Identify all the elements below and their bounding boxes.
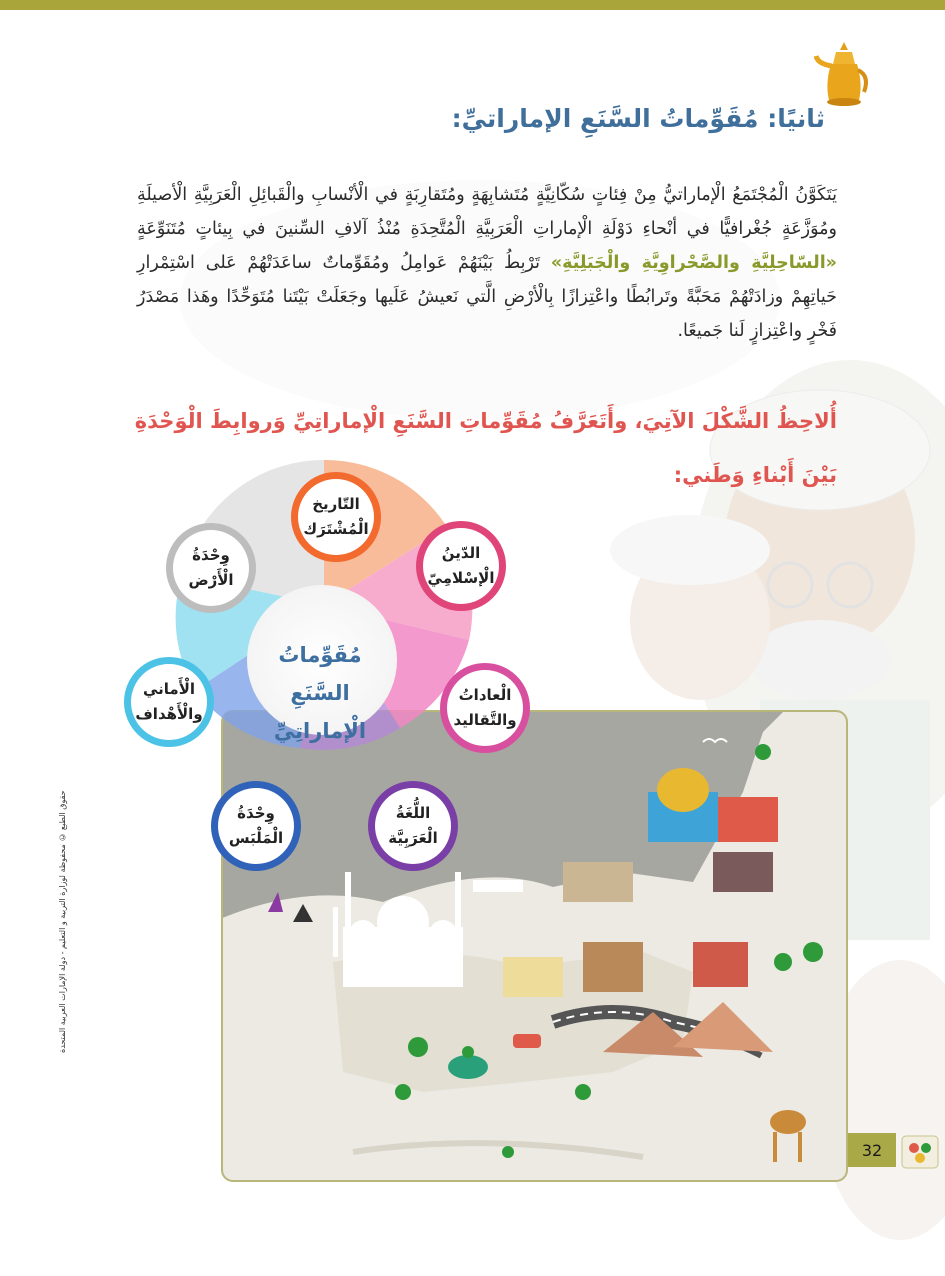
page-decoration-icon [900,1134,940,1170]
diagram-center-label: مُقَوِّماتُ السَّنَعِ الْإماراتِيِّ [273,643,367,743]
paragraph-highlight: «السّاحِلِيَّةِ والصَّحْراوِيَّةِ والْجَبَلِيَّةِ» [550,253,837,273]
node-unity-of-land: وِحْدَةُ الْأَرْض [173,530,249,606]
copyright-note: حقوق الطبع © محفوظة لوزارة التربية و التعليم - دولة الإمارات العربية المتحدة [58,790,67,1053]
node-unity-of-dress: وِحْدَةُ الْمَلْبَس [218,788,294,864]
page-number: 32 [848,1133,896,1167]
section-heading: ثانيًا: مُقَوِّماتُ السَّنَعِ الإماراتيِّ: [451,104,825,133]
observation-prompt: أُلاحِظُ الشَّكْلَ الآتِيَ، وأَتَعَرَّفُ مُقَوِّماتِ السَّنَعِ الْإماراتِيِّ وَروابِطَ الْوَحْدَةِ بَيْنَ أَبْناءِ وَطَني: [134,409,837,487]
node-hopes-goals: الْأَماني والْأَهْداف [131,664,207,740]
node-shared-history: التّاريخ الْمُشْتَرَك [298,479,374,555]
paragraph-part-1: يَتَكَوَّنُ الْمُجْتَمَعُ الْإماراتيُّ مِنْ فِئاتٍ سُكّانِيَّةٍ مُتَشابِهَةٍ ومُتَقارِبَةٍ في الْأنْسابِ والْقَبائِلِ الْعَرَبِيَّةِ الْأصيلَةِ ومُوَزَّعَةٍ جُغْرافيًّا في أنْحاءِ دَوْلَةِ الْإماراتِ الْعَرَبِيَّةِ الْمُتَّحِدَةِ مُنْذُ آلافِ السِّنينَ في بِيئاتٍ مُتَنَوِّعَةٍ [137,185,837,239]
paragraph-part-2: تَرْبِطُ بَيْنَهُمْ عَوامِلُ ومُقَوِّماتٌ ساعَدَتْهُمْ عَلى اسْتِمْرارِ حَياتِهِمْ وزادَتْهُمْ مَحَبَّةً وتَرابُطًا واعْتِزازًا بِالْأرْضِ الَّتي نَعيشُ عَلَيها وجَعَلَتْ بَيْتَنا مُتَوَحِّدًا وهَذا مَصْدَرُ فَخْرٍ واعْتِزازٍ لَنا جَميعًا. [137,253,837,341]
node-customs-traditions: الْعاداتُ والتَّقاليد [447,670,523,746]
node-arabic-language: اللُّغَةُ الْعَرَبِيَّة [375,788,451,864]
node-islamic-religion: الدّينُ الْإسْلامِيّ [423,528,499,604]
